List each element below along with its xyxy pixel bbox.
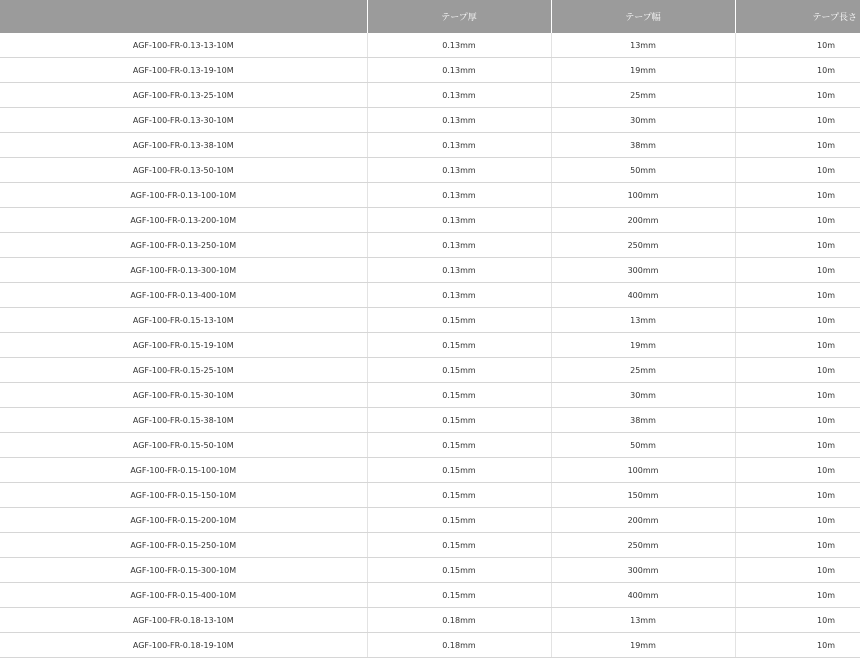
length-cell: 10m bbox=[735, 133, 860, 158]
header-thickness: テープ厚 bbox=[367, 0, 551, 33]
width-cell: 100mm bbox=[551, 458, 735, 483]
model-cell: AGF-100-FR-0.15-19-10M bbox=[0, 333, 367, 358]
length-cell: 10m bbox=[735, 283, 860, 308]
width-cell: 30mm bbox=[551, 383, 735, 408]
model-cell: AGF-100-FR-0.13-19-10M bbox=[0, 58, 367, 83]
table-row bbox=[0, 258, 860, 283]
length-cell: 10m bbox=[735, 158, 860, 183]
model-cell: AGF-100-FR-0.13-50-10M bbox=[0, 158, 367, 183]
width-cell: 19mm bbox=[551, 58, 735, 83]
length-cell: 10m bbox=[735, 458, 860, 483]
length-cell: 10m bbox=[735, 233, 860, 258]
model-cell: AGF-100-FR-0.18-19-10M bbox=[0, 633, 367, 658]
table-row bbox=[0, 608, 860, 633]
length-cell: 10m bbox=[735, 433, 860, 458]
thickness-cell: 0.13mm bbox=[367, 233, 551, 258]
length-cell: 10m bbox=[735, 183, 860, 208]
table-row bbox=[0, 133, 860, 158]
width-cell: 30mm bbox=[551, 108, 735, 133]
header-model bbox=[0, 0, 367, 33]
table-row bbox=[0, 308, 860, 333]
width-cell: 13mm bbox=[551, 608, 735, 633]
thickness-cell: 0.15mm bbox=[367, 383, 551, 408]
length-cell: 10m bbox=[735, 33, 860, 58]
width-cell: 38mm bbox=[551, 133, 735, 158]
model-cell: AGF-100-FR-0.15-50-10M bbox=[0, 433, 367, 458]
table-row bbox=[0, 483, 860, 508]
thickness-cell: 0.13mm bbox=[367, 33, 551, 58]
width-cell: 200mm bbox=[551, 208, 735, 233]
thickness-cell: 0.15mm bbox=[367, 458, 551, 483]
model-cell: AGF-100-FR-0.13-25-10M bbox=[0, 83, 367, 108]
width-cell: 300mm bbox=[551, 258, 735, 283]
length-cell: 10m bbox=[735, 608, 860, 633]
model-cell: AGF-100-FR-0.15-200-10M bbox=[0, 508, 367, 533]
model-cell: AGF-100-FR-0.13-250-10M bbox=[0, 233, 367, 258]
model-cell: AGF-100-FR-0.13-400-10M bbox=[0, 283, 367, 308]
model-cell: AGF-100-FR-0.15-38-10M bbox=[0, 408, 367, 433]
table-row bbox=[0, 183, 860, 208]
width-cell: 13mm bbox=[551, 33, 735, 58]
length-cell: 10m bbox=[735, 308, 860, 333]
length-cell: 10m bbox=[735, 408, 860, 433]
thickness-cell: 0.15mm bbox=[367, 583, 551, 608]
length-cell: 10m bbox=[735, 558, 860, 583]
table-row bbox=[0, 283, 860, 308]
width-cell: 400mm bbox=[551, 583, 735, 608]
thickness-cell: 0.13mm bbox=[367, 133, 551, 158]
length-cell: 10m bbox=[735, 258, 860, 283]
thickness-cell: 0.15mm bbox=[367, 408, 551, 433]
thickness-cell: 0.13mm bbox=[367, 258, 551, 283]
thickness-cell: 0.13mm bbox=[367, 83, 551, 108]
thickness-cell: 0.13mm bbox=[367, 58, 551, 83]
table-row bbox=[0, 58, 860, 83]
width-cell: 100mm bbox=[551, 183, 735, 208]
thickness-cell: 0.15mm bbox=[367, 358, 551, 383]
table-row bbox=[0, 358, 860, 383]
model-cell: AGF-100-FR-0.13-13-10M bbox=[0, 33, 367, 58]
table-row bbox=[0, 33, 860, 58]
model-cell: AGF-100-FR-0.13-30-10M bbox=[0, 108, 367, 133]
width-cell: 25mm bbox=[551, 83, 735, 108]
length-cell: 10m bbox=[735, 583, 860, 608]
width-cell: 50mm bbox=[551, 158, 735, 183]
length-cell: 10m bbox=[735, 358, 860, 383]
table-body bbox=[0, 33, 860, 658]
width-cell: 150mm bbox=[551, 483, 735, 508]
model-cell: AGF-100-FR-0.15-300-10M bbox=[0, 558, 367, 583]
thickness-cell: 0.15mm bbox=[367, 483, 551, 508]
table-row bbox=[0, 458, 860, 483]
header-length: テープ長さ bbox=[735, 0, 860, 33]
length-cell: 10m bbox=[735, 58, 860, 83]
thickness-cell: 0.13mm bbox=[367, 283, 551, 308]
thickness-cell: 0.15mm bbox=[367, 433, 551, 458]
length-cell: 10m bbox=[735, 83, 860, 108]
model-cell: AGF-100-FR-0.15-150-10M bbox=[0, 483, 367, 508]
model-cell: AGF-100-FR-0.15-400-10M bbox=[0, 583, 367, 608]
width-cell: 13mm bbox=[551, 308, 735, 333]
model-cell: AGF-100-FR-0.13-300-10M bbox=[0, 258, 367, 283]
model-cell: AGF-100-FR-0.15-100-10M bbox=[0, 458, 367, 483]
thickness-cell: 0.18mm bbox=[367, 633, 551, 658]
length-cell: 10m bbox=[735, 383, 860, 408]
width-cell: 400mm bbox=[551, 283, 735, 308]
width-cell: 300mm bbox=[551, 558, 735, 583]
thickness-cell: 0.13mm bbox=[367, 208, 551, 233]
width-cell: 200mm bbox=[551, 508, 735, 533]
width-cell: 50mm bbox=[551, 433, 735, 458]
length-cell: 10m bbox=[735, 108, 860, 133]
length-cell: 10m bbox=[735, 533, 860, 558]
model-cell: AGF-100-FR-0.13-200-10M bbox=[0, 208, 367, 233]
thickness-cell: 0.13mm bbox=[367, 108, 551, 133]
table-row bbox=[0, 333, 860, 358]
length-cell: 10m bbox=[735, 208, 860, 233]
model-cell: AGF-100-FR-0.13-38-10M bbox=[0, 133, 367, 158]
length-cell: 10m bbox=[735, 508, 860, 533]
thickness-cell: 0.18mm bbox=[367, 608, 551, 633]
width-cell: 250mm bbox=[551, 533, 735, 558]
thickness-cell: 0.15mm bbox=[367, 533, 551, 558]
table-row bbox=[0, 533, 860, 558]
model-cell: AGF-100-FR-0.15-25-10M bbox=[0, 358, 367, 383]
thickness-cell: 0.15mm bbox=[367, 308, 551, 333]
table-row bbox=[0, 233, 860, 258]
table-row bbox=[0, 583, 860, 608]
length-cell: 10m bbox=[735, 483, 860, 508]
table-row bbox=[0, 83, 860, 108]
table-row bbox=[0, 383, 860, 408]
model-cell: AGF-100-FR-0.15-13-10M bbox=[0, 308, 367, 333]
length-cell: 10m bbox=[735, 633, 860, 658]
thickness-cell: 0.15mm bbox=[367, 508, 551, 533]
thickness-cell: 0.15mm bbox=[367, 558, 551, 583]
table-header bbox=[0, 0, 860, 33]
width-cell: 19mm bbox=[551, 333, 735, 358]
table-row bbox=[0, 508, 860, 533]
table-row bbox=[0, 158, 860, 183]
table-row bbox=[0, 408, 860, 433]
table-row bbox=[0, 208, 860, 233]
header-width: テープ幅 bbox=[551, 0, 735, 33]
header-row bbox=[0, 0, 860, 33]
model-cell: AGF-100-FR-0.15-250-10M bbox=[0, 533, 367, 558]
thickness-cell: 0.13mm bbox=[367, 183, 551, 208]
thickness-cell: 0.13mm bbox=[367, 158, 551, 183]
table-row bbox=[0, 108, 860, 133]
model-cell: AGF-100-FR-0.13-100-10M bbox=[0, 183, 367, 208]
table-row bbox=[0, 558, 860, 583]
table-row bbox=[0, 433, 860, 458]
thickness-cell: 0.15mm bbox=[367, 333, 551, 358]
table-row bbox=[0, 633, 860, 658]
model-cell: AGF-100-FR-0.18-13-10M bbox=[0, 608, 367, 633]
model-cell: AGF-100-FR-0.15-30-10M bbox=[0, 383, 367, 408]
width-cell: 25mm bbox=[551, 358, 735, 383]
width-cell: 38mm bbox=[551, 408, 735, 433]
width-cell: 250mm bbox=[551, 233, 735, 258]
length-cell: 10m bbox=[735, 333, 860, 358]
width-cell: 19mm bbox=[551, 633, 735, 658]
